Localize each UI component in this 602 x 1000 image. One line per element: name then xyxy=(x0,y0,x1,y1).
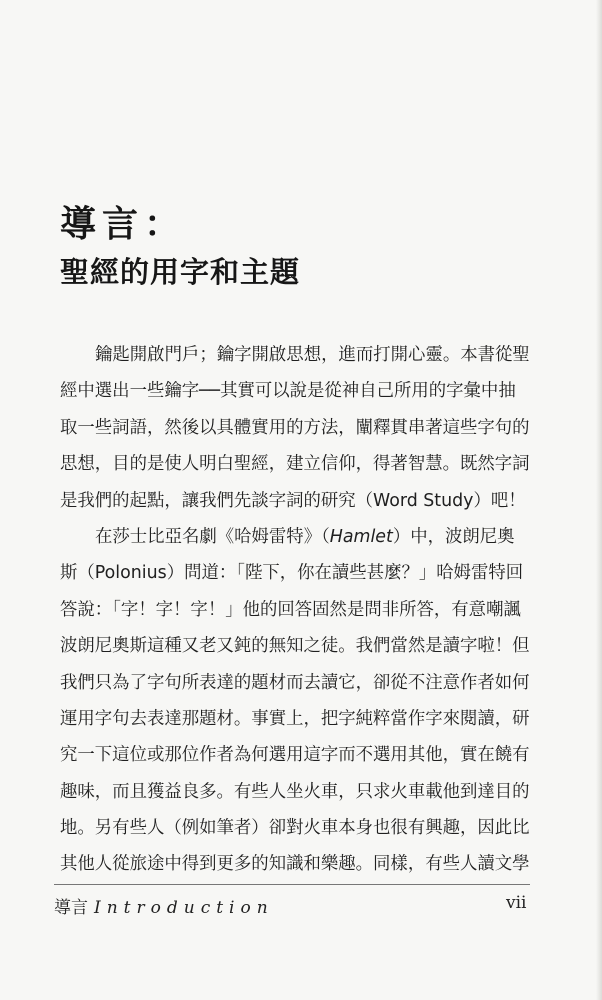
running-footer xyxy=(54,893,274,918)
paragraph-line: 波朗尼奧斯這種又老又鈍的無知之徒。我們當然是讀字啦！但 xyxy=(60,636,530,657)
page-edge-shadow xyxy=(596,0,602,1000)
body-text xyxy=(60,337,530,883)
paragraph-line: 我們只為了字句所表達的題材而去讀它，卻從不注意作者如何 xyxy=(60,672,530,693)
paragraph-line: 思想，目的是使人明白聖經，建立信仰，得著智慧。既然字詞 xyxy=(60,454,530,475)
paragraph-line: 地。另有些人（例如筆者）卻對火車本身也很有興趣，因此比 xyxy=(60,818,530,839)
paragraph-line: 鑰匙開啟門戶；鑰字開啟思想，進而打開心靈。本書從聖 xyxy=(95,345,530,365)
paragraph-line: 斯（Polonius）問道：「陛下，你在讀些甚麼？」哈姆雷特回 xyxy=(60,563,524,584)
paragraph-line: 答說：「字！字！字！」他的回答固然是問非所答，有意嘲諷 xyxy=(60,599,521,620)
footer-divider xyxy=(54,884,530,885)
footer-section-zh: 導言 xyxy=(54,898,88,918)
paragraph-line: 運用字句去表達那題材。事實上，把字純粹當作字來閱讀，研 xyxy=(60,708,530,729)
paragraph-line: 在莎士比亞名劇《哈姆雷特》（Hamlet）中，波朗尼奧 xyxy=(95,526,515,547)
paragraph-line: 究一下這位或那位作者為何選用這字而不選用其他，實在饒有 xyxy=(60,745,530,766)
page-number: vii xyxy=(506,893,527,913)
chapter-title: 導言： xyxy=(60,204,187,245)
paragraph-line: 其他人從旅途中得到更多的知識和樂趣。同樣，有些人讀文學 xyxy=(60,854,530,875)
paragraph-line: 取一些詞語，然後以具體實用的方法，闡釋貫串著這些字句的 xyxy=(60,417,530,438)
paragraph-line: 是我們的起點，讓我們先談字詞的研究（Word Study）吧！ xyxy=(60,490,526,511)
chapter-subtitle: 聖經的用字和主題 xyxy=(60,255,301,289)
paragraph-line: 經中選出一些鑰字──其實可以說是從神自己所用的字彙中抽 xyxy=(60,381,516,402)
paragraph-line: 趣味，而且獲益良多。有些人坐火車，只求火車載他到達目的 xyxy=(60,781,530,802)
footer-section-en: Introduction xyxy=(94,898,274,918)
